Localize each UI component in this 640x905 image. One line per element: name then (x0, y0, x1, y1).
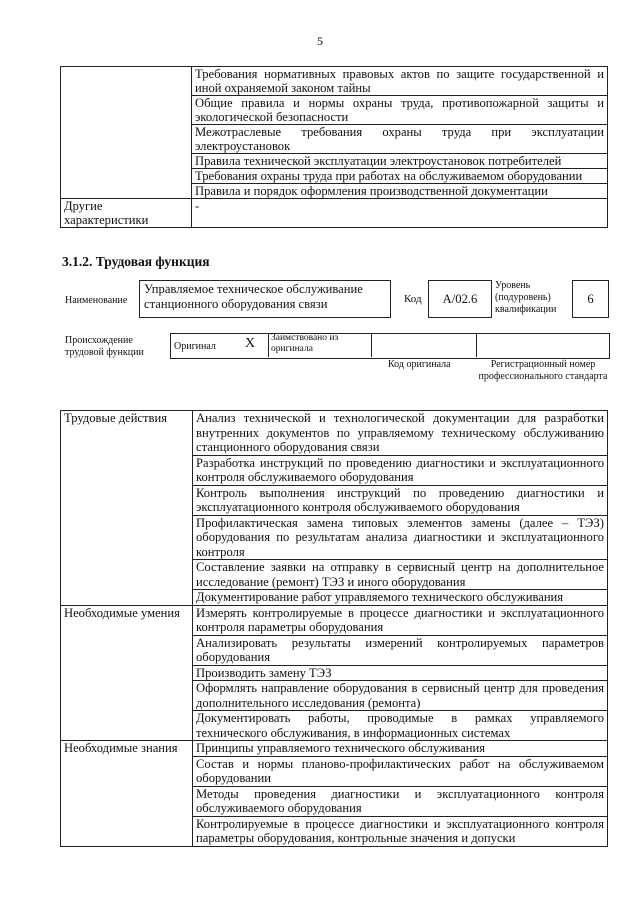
list-item: Профилактическая замена типовых элементов замены (далее – ТЭЗ) оборудования по результатам анализа диагностики и эксплуатационного контроля (193, 515, 608, 560)
list-item: Требования охраны труда при работах на обслуживаемом оборудовании (192, 169, 608, 184)
page-number: 5 (317, 34, 323, 48)
original-mark: X (245, 336, 256, 351)
level-box (572, 280, 609, 318)
reg-number-caption: Регистрационный номер профессионального стандарта (478, 359, 608, 382)
list-item: - (192, 199, 608, 228)
table-row-label: Необходимые умения (61, 605, 193, 741)
code-box (428, 280, 492, 318)
list-item: Контроль выполнения инструкций по проведению диагностики и эксплуатационного контроля обслуживаемого оборудования (193, 485, 608, 515)
list-item: Принципы управляемого технического обслуживания (193, 741, 608, 757)
origin-label: Происхождение трудовой функции (65, 335, 144, 358)
list-item: Методы проведения диагностики и эксплуатационного контроля обслуживаемого оборудования (193, 786, 608, 816)
list-item: Общие правила и нормы охраны труда, противопожарной защиты и экологической безопасности (192, 96, 608, 125)
code-value: A/02.6 (442, 291, 478, 306)
list-item: Требования нормативных правовых актов по защите государственной и иной охраняемой законом тайны (192, 67, 608, 96)
list-item: Составление заявки на отправку в сервисный центр на дополнительное исследование (ремонт) ТЭЗ и иного оборудования (193, 560, 608, 590)
requirements-table (60, 66, 608, 228)
borrowed-label: Заимствовано из оригинала (271, 333, 339, 354)
list-item: Контролируемые в процессе диагностики и эксплуатационного контроля параметры оборудования, контрольные значения и допуски (193, 816, 608, 846)
original-label: Оригинал (174, 341, 216, 352)
list-item: Разработка инструкций по проведению диагностики и эксплуатационного контроля обслуживаемого оборудования (193, 455, 608, 485)
table-row-label (61, 67, 192, 199)
list-item: Измерять контролируемые в процессе диагностики и эксплуатационного контроля параметры оборудования (193, 605, 608, 635)
name-value: Управляемое техническое обслуживание станционного оборудования связи (144, 282, 363, 311)
list-item: Межотраслевые требования охраны труда при эксплуатации электроустановок (192, 125, 608, 154)
name-box (139, 280, 391, 318)
table-row-label: Необходимые знания (61, 741, 193, 847)
origin-strip (170, 333, 610, 359)
origin-divider-2 (371, 333, 372, 357)
list-item: Производить замену ТЭЗ (193, 665, 608, 681)
list-item: Анализировать результаты измерений контролируемых параметров оборудования (193, 635, 608, 665)
section-title: 3.1.2. Трудовая функция (62, 254, 210, 269)
name-label: Наименование (65, 295, 128, 306)
list-item: Правила технической эксплуатации электроустановок потребителей (192, 154, 608, 169)
table-row-label: Другие характеристики (61, 199, 192, 228)
origin-divider-3 (476, 333, 477, 357)
code-label: Код (404, 293, 422, 305)
level-label: Уровень (подуровень) квалификации (495, 280, 557, 315)
list-item: Документировать работы, проводимые в рамках управляемого технического обслуживания, в информационных системах (193, 711, 608, 741)
list-item: Анализ технической и технологической документации для разработки внутренних документов по управляемому техническому обслуживанию станционного оборудования связи (193, 411, 608, 456)
table-row-label: Трудовые действия (61, 411, 193, 606)
code-original-caption: Код оригинала (388, 359, 451, 370)
level-value: 6 (587, 291, 594, 306)
labor-function-table (60, 410, 608, 847)
list-item: Состав и нормы планово-профилактических работ на обслуживаемом оборудовании (193, 756, 608, 786)
list-item: Правила и порядок оформления производственной документации (192, 184, 608, 199)
origin-divider-1 (268, 333, 269, 357)
list-item: Документирование работ управляемого технического обслуживания (193, 590, 608, 606)
list-item: Оформлять направление оборудования в сервисный центр для проведения дополнительного исследования (ремонта) (193, 681, 608, 711)
